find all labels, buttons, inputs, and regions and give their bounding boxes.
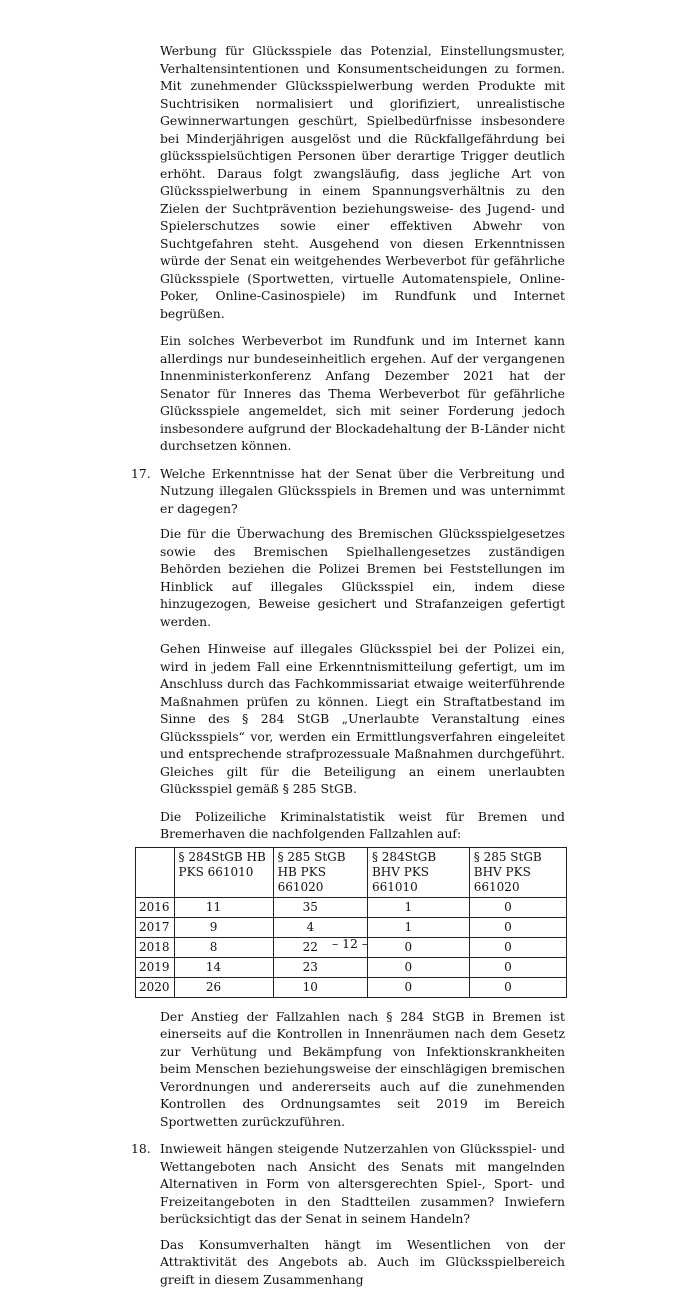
table-cell: 0: [469, 977, 566, 997]
page-body: [131, 42, 565, 1298]
table-cell-year: 2017: [136, 917, 175, 937]
table-row: [136, 917, 567, 937]
table-header-cell: § 284StGB HB PKS 661010: [174, 847, 273, 897]
table-cell: 35: [273, 897, 367, 917]
table-cell: 0: [469, 897, 566, 917]
paragraph: Die für die Überwachung des Bremischen Glücksspielgesetzes sowie des Bremischen Spielhallengesetzes zuständigen Behörden beziehen die Polizei Bremen bei Feststellungen im Hinblick auf illegales Glücksspiel ein, indem diese hinzugezogen, Beweise gesichert und Strafanzeigen gefertigt werden.: [160, 526, 565, 629]
paragraph: Der Anstieg der Fallzahlen nach § 284 StGB in Bremen ist einerseits auf die Kontrollen in Innenräumen nach dem Gesetz zur Verhütung und Bekämpfung von Infektionskrankheiten beim Menschen beziehungsweise der einschlägigen bremischen Verordnungen und andererseits auch auf die zunehmenden Kontrollen des Ordnungsamtes seit 2019 im Bereich Sportwetten zurückzuführen.: [160, 1008, 565, 1129]
paragraph: Werbung für Glücksspiele das Potenzial, Einstellungsmuster, Verhaltensintentionen und Konsumentscheidungen zu formen. Mit zunehmender Glücksspielwerbung werden Produkte mit Suchtrisiken normalisiert und glorifiziert, unrealistische Gewinnerwartungen geschürt, Spielbedürfnisse insbesondere bei Minderjährigen ausgelöst und die Rückfallgefährdung bei glücksspielsüchtigen Personen über derartige Trigger deutlich erhöht. Daraus folgt zwangsläufig, dass jegliche Art von Glücksspielwerbung in einem Spannungsverhältnis zu den Zielen der Suchtprävention beziehungsweise- des Jugend- und Spielerschutzes sowie einer effektiven Abwehr von Suchtgefahren steht. Ausgehend von diesen Erkenntnissen würde der Senat ein weitgehendes Werbeverbot für gefährliche Glücksspiele (Sportwetten, virtuelle Automatenspiele, Online-Poker, Online-Casinospiele) im Rundfunk und Internet begrüßen.: [160, 43, 565, 321]
paragraph: Die Polizeiliche Kriminalstatistik weist für Bremen und Bremerhaven die nachfolgenden Fallzahlen auf:: [160, 808, 565, 841]
table-cell: 9: [174, 917, 273, 937]
table-cell: 0: [469, 917, 566, 937]
table-header-cell: § 284StGB BHV PKS 661010: [367, 847, 469, 897]
table-header-cell: [136, 847, 175, 897]
question-number: 17.: [131, 465, 151, 481]
table-cell: 26: [174, 977, 273, 997]
table-header-cell: § 285 StGB HB PKS 661020: [273, 847, 367, 897]
question-text: Welche Erkenntnisse hat der Senat über die Verbreitung und Nutzung illegalen Glücksspiels in Bremen und was unternimmt er dagegen?: [160, 465, 565, 516]
paragraph: Gehen Hinweise auf illegales Glücksspiel bei der Polizei ein, wird in jedem Fall eine Erkenntnismitteilung gefertigt, um im Anschluss durch das Fachkommissariat etwaige weiterführende Maßnahmen prüfen zu können. Liegt ein Straftatbestand im Sinne des § 284 StGB „Unerlaubte Veranstaltung eines Glücksspiels“ vor, werden ein Ermittlungsverfahren eingeleitet und entsprechende strafprozessuale Maßnahmen durchgeführt. Gleiches gilt für die Beteiligung an einem unerlaubten Glücksspiel gemäß § 285 StGB.: [160, 641, 565, 796]
table-cell-year: 2019: [136, 957, 175, 977]
question-number: 18.: [131, 1141, 151, 1156]
table-cell: 11: [174, 897, 273, 917]
table-row: [136, 897, 567, 917]
table-cell-year: 2018: [136, 937, 175, 957]
table-cell: 0: [469, 957, 566, 977]
table-cell: 23: [273, 957, 367, 977]
paragraph: Das Konsumverhalten hängt im Wesentlichen von der Attraktivität des Angebots ab. Auch im Glücksspielbereich greift in diesem Zusammenhang: [160, 1236, 565, 1287]
case-statistics-table: [135, 847, 567, 998]
page-number: – 12 –: [331, 936, 369, 951]
table-cell: 22: [273, 937, 367, 957]
question-17: [131, 465, 565, 518]
table-cell: 8: [174, 937, 273, 957]
table-cell: 4: [273, 917, 367, 937]
table-row: [136, 977, 567, 997]
table-cell: 10: [273, 977, 367, 997]
table-cell-year: 2016: [136, 897, 175, 917]
table-cell: 0: [367, 957, 469, 977]
question-text: Inwieweit hängen steigende Nutzerzahlen von Glücksspiel- und Wettangeboten nach Ansicht des Senats mit mangelnden Alternativen in Form von altersgerechten Spiel-, Sport- und Freizeitangeboten in den Stadtteilen zusammen? Inwiefern berücksichtigt das der Senat in seinem Handeln?: [160, 1141, 565, 1226]
table-cell: 0: [367, 937, 469, 957]
table-header-cell: § 285 StGB BHV PKS 661020: [469, 847, 566, 897]
table-cell: 14: [174, 957, 273, 977]
table-cell: 1: [367, 897, 469, 917]
table-cell-year: 2020: [136, 977, 175, 997]
paragraph: Ein solches Werbeverbot im Rundfunk und im Internet kann allerdings nur bundeseinheitlich ergehen. Auf der vergangenen Innenministerkonferenz Anfang Dezember 2021 hat der Senator für Inneres das Thema Werbeverbot für gefährliche Glücksspiele angemeldet, sich mit seiner Forderung jedoch insbesondere aufgrund der Blockadehaltung der B-Länder nicht durchsetzen können.: [160, 333, 565, 453]
table-row: [136, 957, 567, 977]
table-header-row: [136, 847, 567, 897]
question-18: [131, 1140, 565, 1228]
table-cell: 0: [469, 937, 566, 957]
table-cell: 0: [367, 977, 469, 997]
table-cell: 1: [367, 917, 469, 937]
